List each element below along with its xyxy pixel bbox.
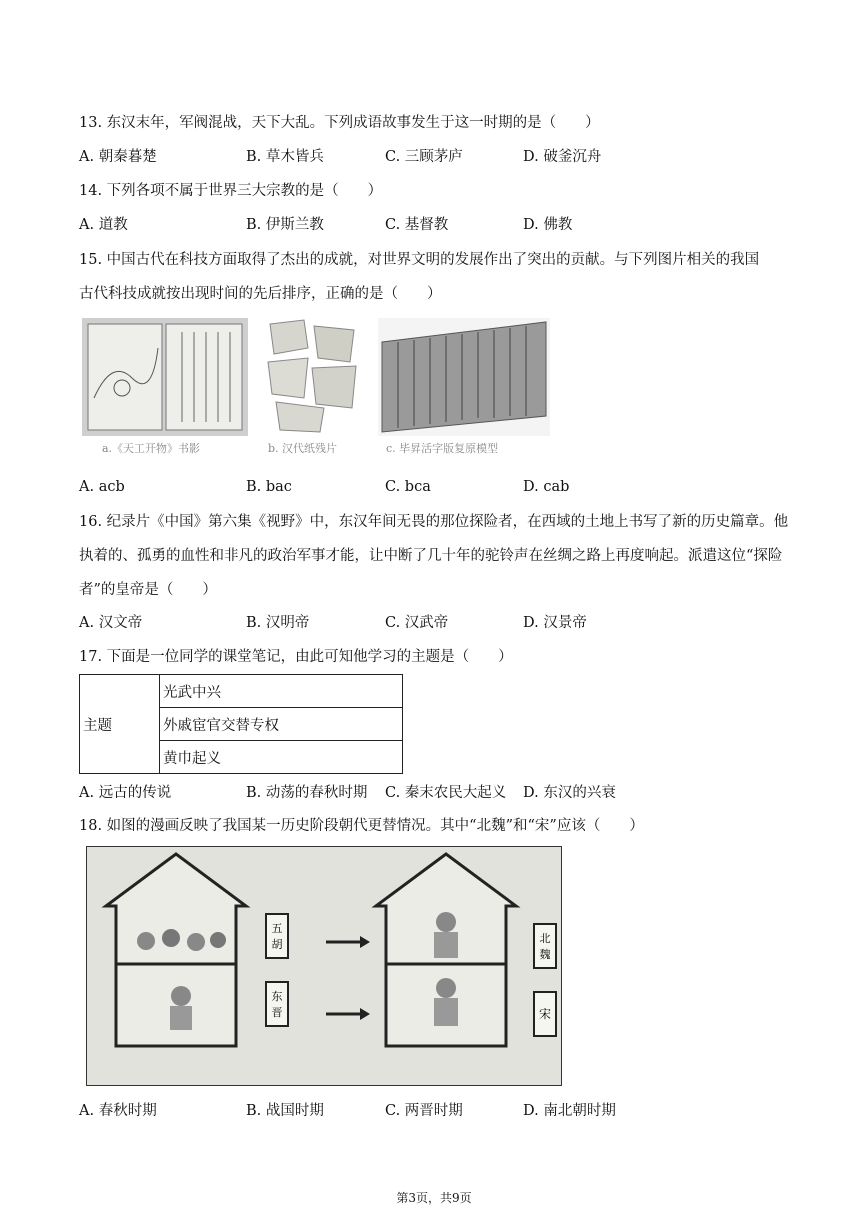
q14-option-a: A. 道教 <box>79 217 128 233</box>
q17-option-d: D. 东汉的兴衰 <box>523 785 616 801</box>
q13-option-d: D. 破釜沉舟 <box>523 149 602 165</box>
q15-option-c: C. bca <box>385 479 431 495</box>
q15-option-a: A. acb <box>79 479 125 495</box>
q16-option-d: D. 汉景帝 <box>523 615 587 631</box>
sign-board <box>266 982 288 1026</box>
q17-stem: 17. 下面是一位同学的课堂笔记，由此可知他学习的主题是（ ） <box>79 649 513 665</box>
page-footer: 第3页，共9页 <box>396 1191 472 1205</box>
notes-row: 外戚宦官交替专权 <box>160 708 403 741</box>
q14-option-b: B. 伊斯兰教 <box>246 217 324 233</box>
q14-option-c: C. 基督教 <box>385 217 449 233</box>
sign-right-bottom: 宋 <box>538 1007 552 1021</box>
q16-option-b: B. 汉明帝 <box>246 615 310 631</box>
book-image <box>82 318 248 436</box>
q13-stem: 13. 东汉末年，军阀混战，天下大乱。下列成语故事发生于这一时期的是（ ） <box>79 115 600 131</box>
q16-option-c: C. 汉武帝 <box>385 615 449 631</box>
q17-option-a: A. 远古的传说 <box>79 785 172 801</box>
caption-a: a.《天工开物》书影 <box>102 442 201 455</box>
caption-c: c. 毕昇活字版复原模型 <box>386 442 499 455</box>
sign-board <box>266 914 288 958</box>
q18-stem: 18. 如图的漫画反映了我国某一历史阶段朝代更替情况。其中“北魏”和“宋”应该（ ） <box>79 818 644 834</box>
q15-stem-line2: 古代科技成就按出现时间的先后排序，正确的是（ ） <box>79 286 442 302</box>
sign-right-top: 北魏 <box>539 932 551 961</box>
q13-option-c: C. 三顾茅庐 <box>385 149 463 165</box>
caption-b: b. 汉代纸残片 <box>268 442 338 455</box>
q13-option-a: A. 朝秦暮楚 <box>79 149 157 165</box>
movable-type-image <box>378 318 550 436</box>
notes-row: 黄巾起义 <box>160 741 403 774</box>
sign-left-top: 五胡 <box>271 922 283 951</box>
q18-option-d: D. 南北朝时期 <box>523 1103 616 1119</box>
q15-option-d: D. cab <box>523 479 570 495</box>
q17-option-c: C. 秦末农民大起义 <box>385 785 507 801</box>
sign-board <box>534 924 556 968</box>
q16-stem: 16. 纪录片《中国》第六集《视野》中，东汉年间无畏的那位探险者，在西域的土地上书写了新的历史篇章。他执着的、孤勇的血性和非凡的政治军事才能，让中断了几十年的驼铃声在丝绸之路上再度响起。派遣这位“探险者”的皇帝是（ ） <box>79 514 789 598</box>
q18-option-a: A. 春秋时期 <box>79 1103 157 1119</box>
q16-option-a: A. 汉文帝 <box>79 615 143 631</box>
figure-movable-type <box>378 318 550 464</box>
q14-option-d: D. 佛教 <box>523 217 573 233</box>
notes-topic-cell: 主题 <box>80 675 160 774</box>
paper-fragments-image <box>264 318 360 436</box>
q14-stem: 14. 下列各项不属于世界三大宗教的是（ ） <box>79 183 383 199</box>
notes-row: 光武中兴 <box>160 675 403 708</box>
q17-option-b: B. 动荡的春秋时期 <box>246 785 368 801</box>
q18-option-b: B. 战国时期 <box>246 1103 324 1119</box>
q18-option-c: C. 两晋时期 <box>385 1103 463 1119</box>
figure-han-paper <box>264 318 360 464</box>
sign-left-bottom: 东晋 <box>271 990 283 1019</box>
figure-tiangong-kaiwu <box>82 318 248 464</box>
cartoon-image <box>86 846 562 1086</box>
dynasty-cartoon <box>86 846 562 1086</box>
q13-option-b: B. 草木皆兵 <box>246 149 324 165</box>
q15-option-b: B. bac <box>246 479 292 495</box>
q15-stem-line1: 15. 中国古代在科技方面取得了杰出的成就，对世界文明的发展作出了突出的贡献。与下列图片相关的我国 <box>79 252 760 268</box>
class-notes-table <box>79 674 403 774</box>
